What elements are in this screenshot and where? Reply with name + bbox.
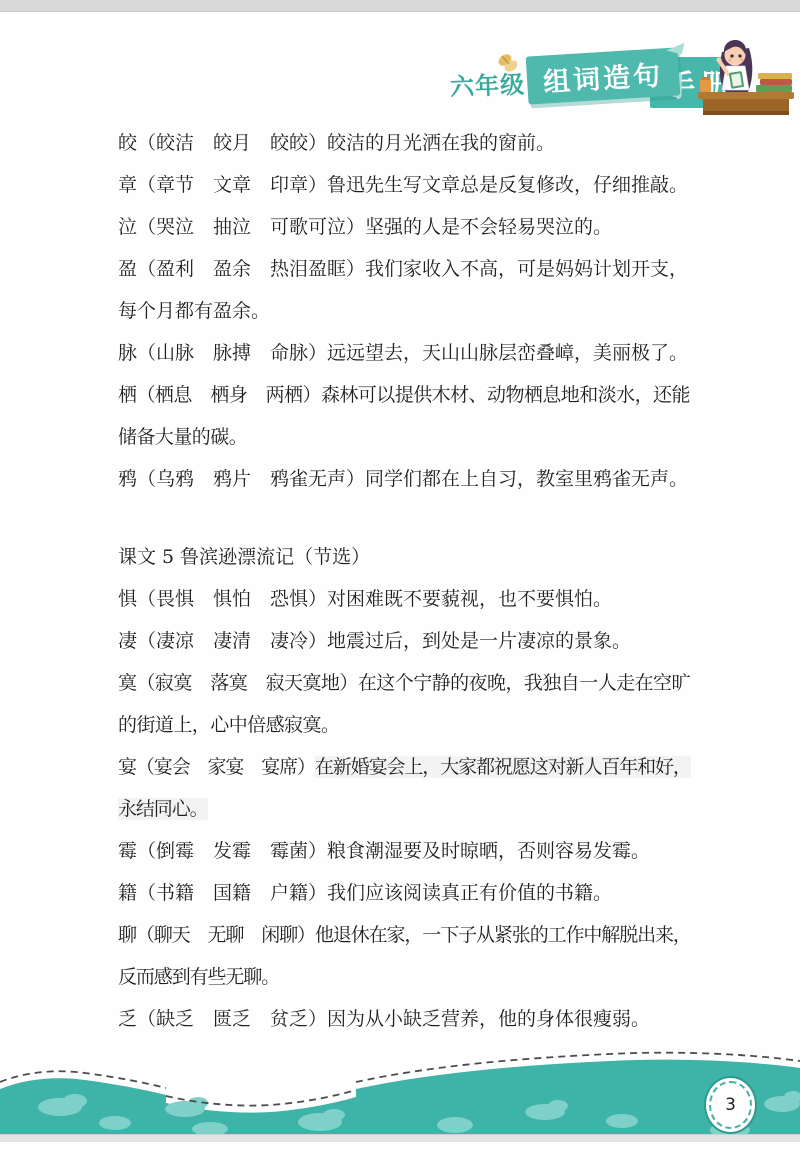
word-entry: 盈（盈利 盈余 热泪盈眶）我们家收入不高，可是妈妈计划开支，每个月都有盈余。: [118, 258, 689, 322]
photo-bottom-edge: [0, 1134, 800, 1142]
entry-prefix: 宴（宴会 家宴 宴席）: [118, 756, 315, 778]
word-entry: 泣（哭泣 抽泣 可歌可泣）坚强的人是不会轻易哭泣的。: [118, 216, 613, 238]
grade-label: 六年级: [449, 70, 526, 102]
footer-wave-decoration: [0, 1027, 800, 1134]
page-number: 3: [725, 1095, 736, 1115]
photo-top-edge: [0, 0, 800, 12]
entries-list: [0, 122, 800, 1040]
workbook-page: [0, 12, 800, 1142]
page-number-badge: [704, 1076, 757, 1134]
banner-title-box: [526, 47, 681, 104]
butterfly-icon: [496, 50, 520, 82]
word-entry: 寞（寂寞 落寞 寂天寞地）在这个宁静的夜晚，我独自一人走在空旷的街道上，心中倍感寂寞。: [118, 672, 690, 736]
entry-highlighted-text: 在新婚宴会上，大家都祝愿这对新人百年和好，永结同心。: [118, 756, 691, 820]
word-entry: 章（章节 文章 印章）鲁迅先生写文章总是反复修改，仔细推敲。: [118, 174, 689, 196]
word-entry: [118, 746, 692, 830]
word-entry: 脉（山脉 脉搏 命脉）远远望去，天山山脉层峦叠嶂，美丽极了。: [118, 342, 689, 364]
teacher-illustration: [698, 30, 794, 122]
word-entry: 惧（畏惧 惧怕 恐惧）对困难既不要藐视，也不要惧怕。: [118, 588, 613, 610]
word-entry: 鸦（乌鸦 鸦片 鸦雀无声）同学们都在上自习，教室里鸦雀无声。: [118, 468, 689, 490]
banner-title: 组词造句: [542, 59, 665, 99]
section-heading: 课文 5 鲁滨逊漂流记（节选）: [118, 546, 371, 568]
word-entry: 籍（书籍 国籍 户籍）我们应该阅读真正有价值的书籍。: [118, 882, 613, 904]
page-header: [0, 12, 800, 122]
word-entry: 聊（聊天 无聊 闲聊）他退休在家，一下子从紧张的工作中解脱出来，反而感到有些无聊。: [118, 924, 691, 988]
word-entry: 皎（皎洁 皎月 皎皎）皎洁的月光洒在我的窗前。: [118, 132, 556, 154]
word-entry: 凄（凄凉 凄清 凄冷）地震过后，到处是一片凄凉的景象。: [118, 630, 632, 652]
word-entry: 乏（缺乏 匮乏 贫乏）因为从小缺乏营养，他的身体很瘦弱。: [118, 1008, 651, 1030]
word-entry: 栖（栖息 栖身 两栖）森林可以提供木材、动物栖息地和淡水，还能储备大量的碳。: [118, 384, 690, 448]
word-entry: 霉（倒霉 发霉 霉菌）粮食潮湿要及时晾晒，否则容易发霉。: [118, 840, 651, 862]
